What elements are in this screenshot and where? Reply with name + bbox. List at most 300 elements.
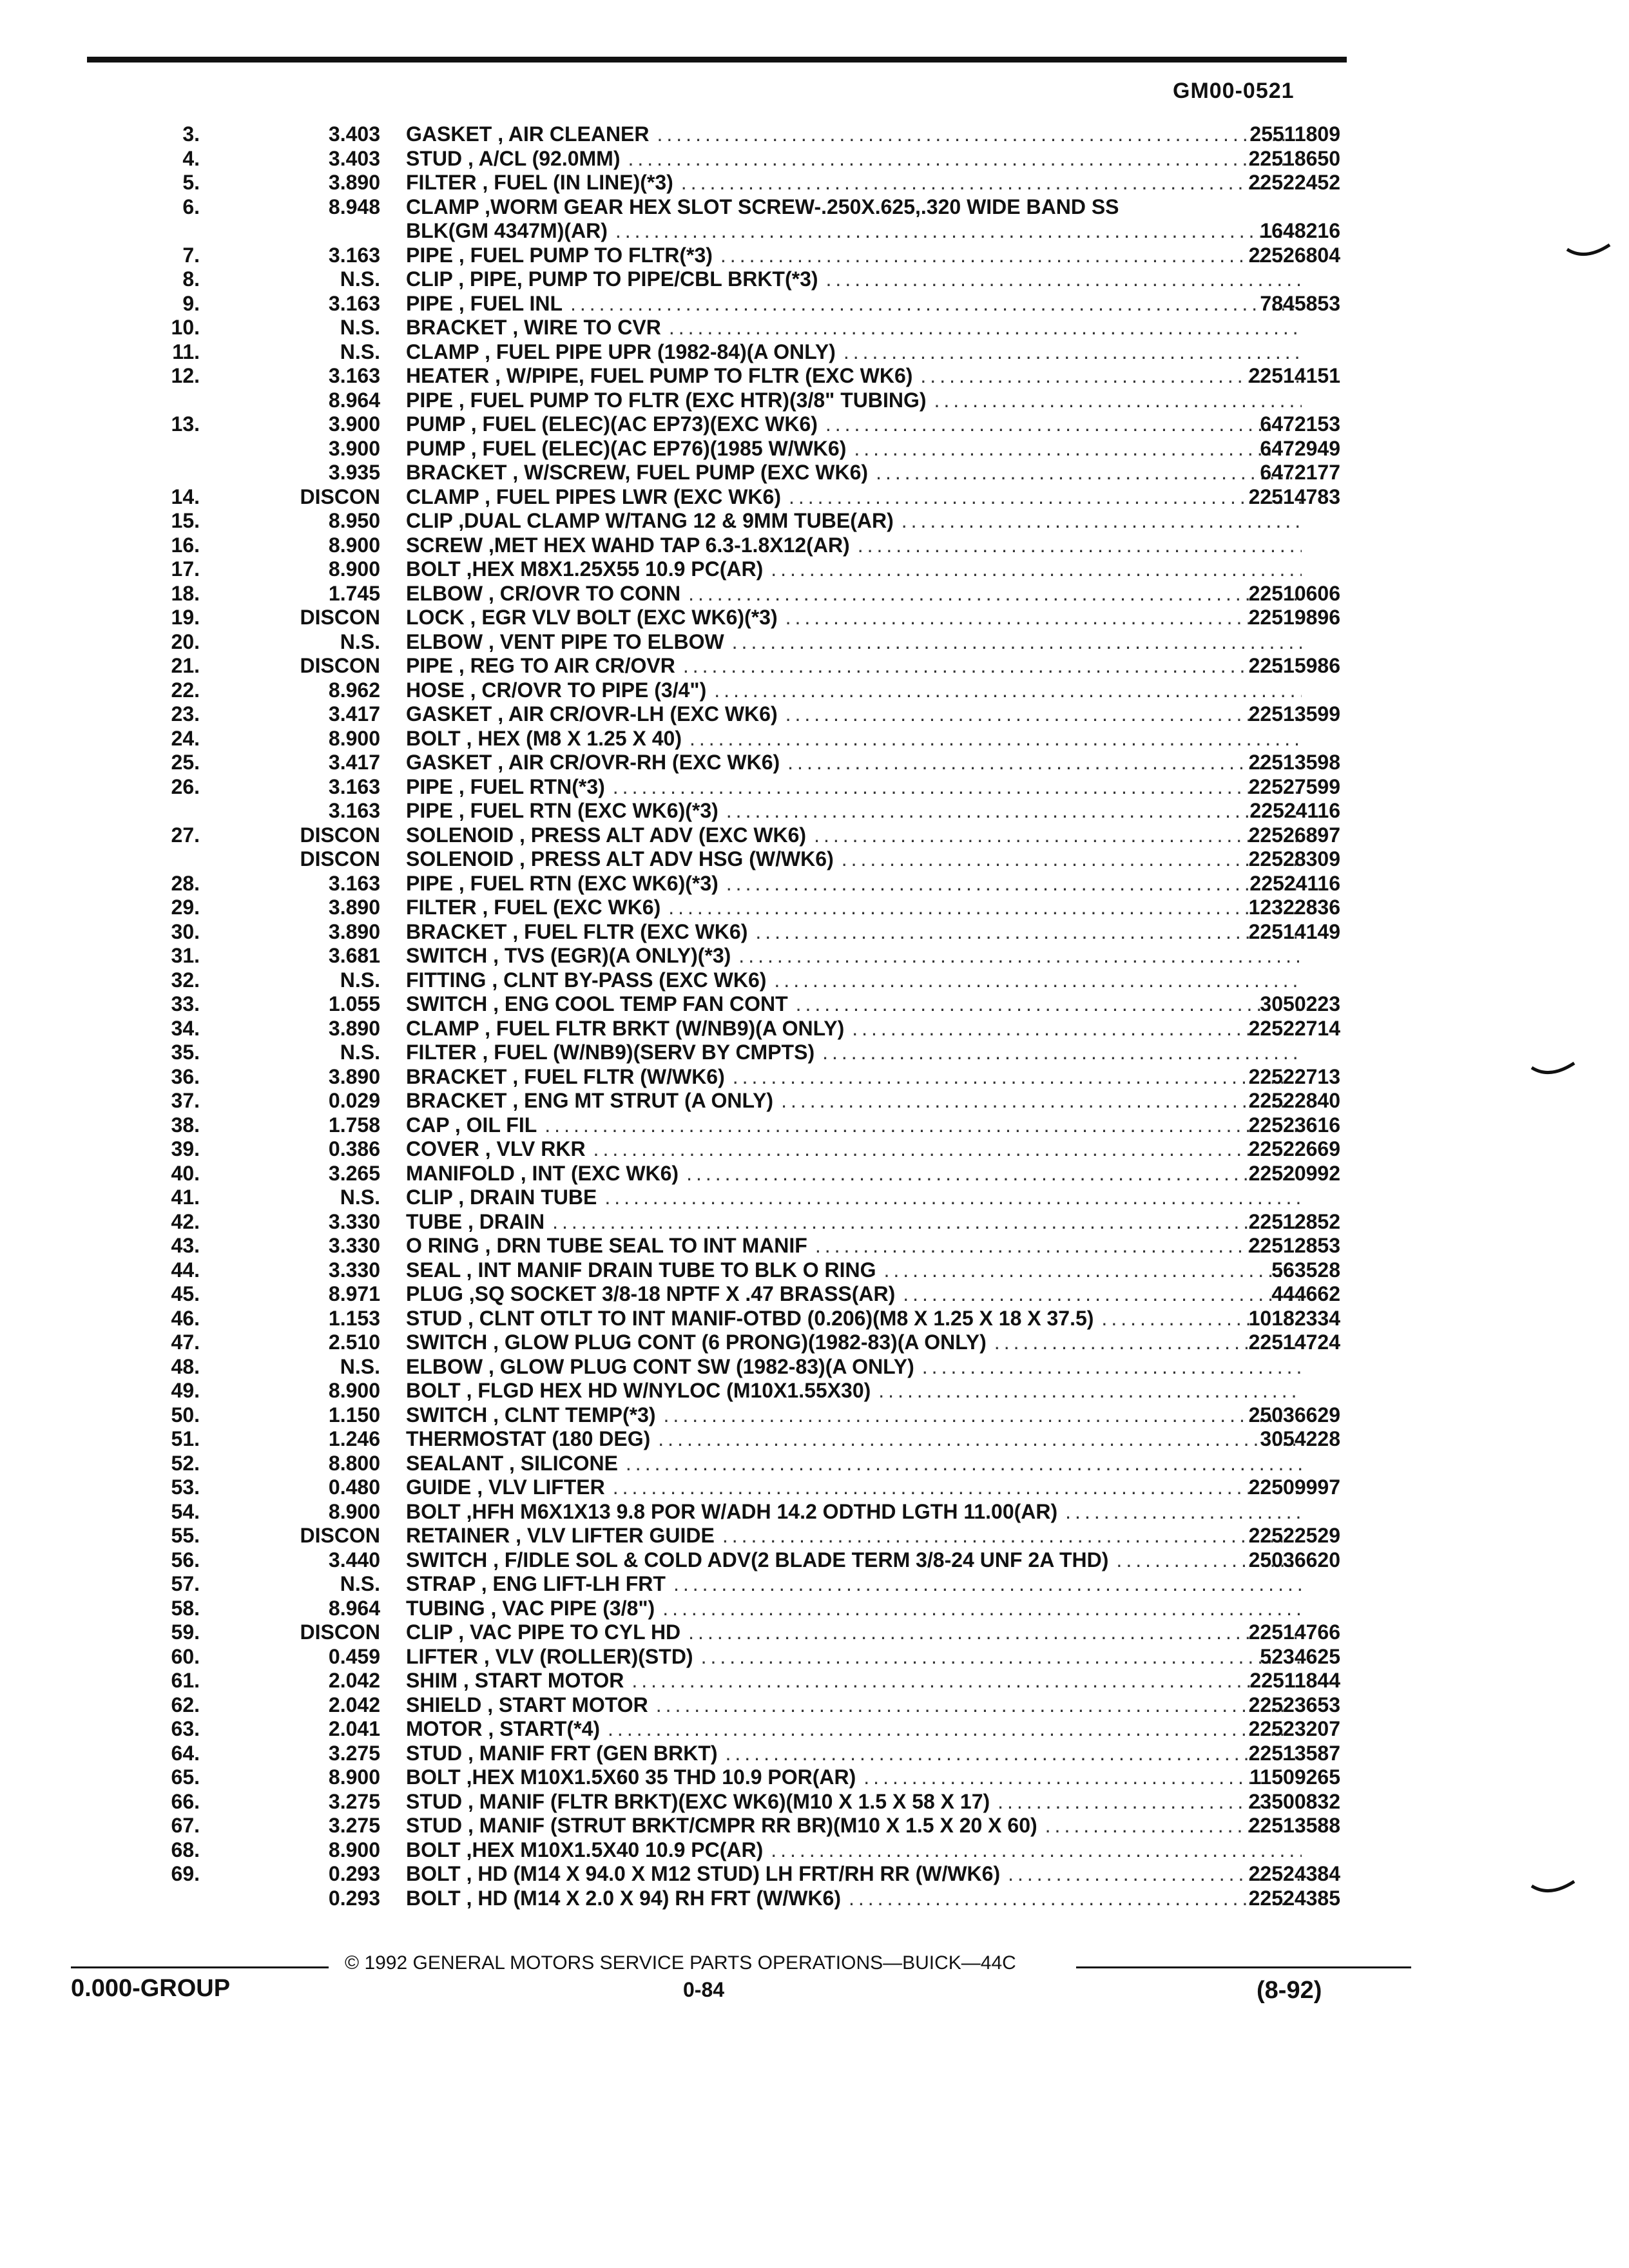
part-description: [406, 412, 1302, 437]
group-number: N.S.: [340, 340, 380, 363]
description-text: TUBE , DRAIN: [406, 1209, 545, 1233]
description-text: GASKET , AIR CR/OVR-RH (EXC WK6): [406, 751, 780, 774]
item-number: 66.: [171, 1789, 200, 1813]
item-number: 58.: [171, 1596, 200, 1620]
part-row: [103, 1282, 1340, 1307]
part-row: [103, 1814, 1340, 1838]
part-description: [406, 944, 1302, 968]
item-number: 13.: [171, 412, 200, 436]
group-number: 2.041: [328, 1717, 380, 1740]
item-number: 22.: [171, 678, 200, 702]
part-description: [406, 751, 1302, 775]
part-number: 22515986: [1248, 654, 1340, 677]
item-number: 17.: [171, 557, 200, 581]
description-text: PIPE , FUEL RTN(*3): [406, 774, 605, 798]
leader-dots: [738, 944, 1302, 968]
group-number: 8.900: [328, 533, 380, 557]
part-description: [406, 533, 1302, 558]
part-number: 22522452: [1248, 171, 1340, 194]
part-number: 22524384: [1248, 1862, 1340, 1885]
part-description: [406, 847, 1302, 872]
part-row: [103, 292, 1340, 316]
part-description: [406, 1403, 1302, 1428]
item-number: 55.: [171, 1524, 200, 1547]
description-text: THERMOSTAT (180 DEG): [406, 1427, 651, 1450]
description-text: BOLT ,HEX M8X1.25X55 10.9 PC(AR): [406, 557, 764, 581]
part-description: [406, 1258, 1302, 1283]
leader-dots: [1065, 1500, 1302, 1524]
part-description: [406, 171, 1302, 195]
part-number: 22524116: [1249, 871, 1340, 895]
item-number: 26.: [171, 774, 200, 798]
leader-dots: [826, 267, 1302, 292]
part-description: [406, 1717, 1302, 1742]
group-number: 3.330: [328, 1234, 380, 1257]
part-number: 22513587: [1248, 1741, 1340, 1765]
part-number: 22514783: [1248, 485, 1340, 508]
group-number: 3.417: [328, 751, 380, 774]
description-text: PUMP , FUEL (ELEC)(AC EP73)(EXC WK6): [406, 412, 818, 436]
part-number: 22522840: [1248, 1089, 1340, 1112]
description-text: SEAL , INT MANIF DRAIN TUBE TO BLK O RING: [406, 1258, 876, 1282]
description-text: BRACKET , FUEL FLTR (EXC WK6): [406, 919, 748, 943]
group-number: 8.900: [328, 726, 380, 750]
item-number: 19.: [171, 606, 200, 629]
group-number: 8.900: [328, 1838, 380, 1861]
group-number: DISCON: [300, 485, 380, 508]
part-row: [103, 364, 1340, 389]
part-description: [406, 968, 1302, 993]
item-number: 67.: [171, 1814, 200, 1837]
page-footer: [71, 1946, 1347, 2017]
description-text: FILTER , FUEL (W/NB9)(SERV BY CMPTS): [406, 1041, 815, 1064]
item-number: 47.: [171, 1331, 200, 1354]
group-number: 8.964: [328, 388, 380, 412]
part-row: [103, 1717, 1340, 1742]
description-text: SHIELD , START MOTOR: [406, 1693, 648, 1716]
description-text: CLIP , PIPE, PUMP TO PIPE/CBL BRKT(*3): [406, 267, 818, 291]
part-row: [103, 533, 1340, 558]
part-row: [103, 267, 1340, 292]
item-number: 8.: [182, 267, 200, 291]
part-row: [103, 195, 1340, 244]
description-text: STUD , A/CL (92.0MM): [406, 146, 621, 170]
leader-dots: [901, 509, 1302, 533]
part-description: [406, 654, 1302, 678]
item-number: 42.: [171, 1209, 200, 1233]
part-row: [103, 1838, 1340, 1863]
part-number: 22514724: [1248, 1331, 1340, 1354]
item-number: 9.: [182, 291, 200, 315]
part-description: [406, 1379, 1302, 1403]
part-description: [406, 1307, 1302, 1331]
group-number: 8.900: [328, 1765, 380, 1789]
group-number: 0.480: [328, 1475, 380, 1499]
description-text: PIPE , FUEL RTN (EXC WK6)(*3): [406, 799, 718, 822]
part-row: [103, 968, 1340, 993]
group-number: 3.163: [328, 871, 380, 895]
part-description: [406, 1137, 1302, 1162]
item-number: 63.: [171, 1717, 200, 1740]
part-number: 22512853: [1248, 1234, 1340, 1257]
item-number: 10.: [171, 316, 200, 339]
leader-dots: [878, 1379, 1302, 1403]
item-number: 69.: [171, 1862, 200, 1885]
part-description: [406, 340, 1302, 365]
part-description: [406, 1427, 1302, 1452]
description-text: CLIP , DRAIN TUBE: [406, 1186, 597, 1209]
part-number: 22514151: [1248, 364, 1340, 387]
group-number: 3.403: [328, 146, 380, 170]
description-text: STRAP , ENG LIFT-LH FRT: [406, 1572, 666, 1595]
leader-dots: [732, 630, 1302, 655]
parts-list: [103, 122, 1340, 1910]
part-number: 22510606: [1248, 581, 1340, 605]
item-number: 34.: [171, 1016, 200, 1040]
group-number: N.S.: [340, 1354, 380, 1378]
group-number: 3.163: [328, 364, 380, 387]
group-number: 3.681: [328, 944, 380, 967]
item-number: 43.: [171, 1234, 200, 1257]
group-number: 3.890: [328, 919, 380, 943]
part-description: [406, 1186, 1302, 1210]
description-text: BRACKET , WIRE TO CVR: [406, 316, 661, 339]
part-number: 22524116: [1249, 799, 1340, 822]
part-description: [406, 1838, 1302, 1863]
item-number: 16.: [171, 533, 200, 557]
item-number: 3.: [182, 122, 200, 146]
description-text: CLAMP , FUEL FLTR BRKT (W/NB9)(A ONLY): [406, 1016, 845, 1040]
part-number: 6472177: [1260, 461, 1340, 484]
description-text: HOSE , CR/OVR TO PIPE (3/4"): [406, 678, 707, 702]
part-number: 22520992: [1248, 1161, 1340, 1185]
description-text: BRACKET , FUEL FLTR (W/WK6): [406, 1064, 725, 1088]
part-number: 3054228: [1260, 1427, 1340, 1450]
group-number: 3.440: [328, 1548, 380, 1571]
part-number: 22522529: [1248, 1524, 1340, 1547]
group-number: DISCON: [300, 606, 380, 629]
description-text: MOTOR , START(*4): [406, 1717, 601, 1740]
leader-dots: [626, 1452, 1302, 1476]
part-description: [406, 702, 1302, 727]
item-number: 52.: [171, 1451, 200, 1475]
description-text: STUD , MANIF FRT (GEN BRKT): [406, 1741, 718, 1765]
group-number: 8.900: [328, 557, 380, 581]
part-number: 22522713: [1248, 1064, 1340, 1088]
footer-rule: [1076, 1966, 1411, 1968]
item-number: 29.: [171, 896, 200, 919]
part-row: [103, 1572, 1340, 1597]
part-row: [103, 461, 1340, 485]
leader-dots: [922, 1355, 1302, 1379]
part-number: 22519896: [1248, 606, 1340, 629]
part-number: 25036620: [1248, 1548, 1340, 1571]
group-number: N.S.: [340, 1041, 380, 1064]
part-description: [406, 195, 1302, 244]
description-text: CLIP , VAC PIPE TO CYL HD: [406, 1620, 681, 1644]
part-description: [406, 606, 1302, 630]
leader-dots: [858, 533, 1302, 558]
item-number: 23.: [171, 702, 200, 726]
group-number: N.S.: [340, 1572, 380, 1595]
part-description: [406, 1572, 1302, 1597]
group-number: 3.935: [328, 461, 380, 484]
part-row: [103, 509, 1340, 533]
description-text: BOLT , FLGD HEX HD W/NYLOC (M10X1.55X30): [406, 1379, 871, 1402]
part-description: [406, 1597, 1302, 1621]
group-number: 3.890: [328, 1016, 380, 1040]
leader-dots: [669, 316, 1302, 340]
part-row: [103, 1041, 1340, 1065]
part-description: [406, 557, 1302, 582]
leader-dots: [604, 1186, 1302, 1210]
description-text: FITTING , CLNT BY-PASS (EXC WK6): [406, 968, 767, 992]
part-number: 22511844: [1249, 1669, 1340, 1692]
group-number: 1.055: [328, 992, 380, 1015]
item-number: 33.: [171, 992, 200, 1015]
part-number: 12322836: [1248, 896, 1340, 919]
group-number: 1.246: [328, 1427, 380, 1450]
description-text: MANIFOLD , INT (EXC WK6): [406, 1161, 679, 1185]
part-row: [103, 920, 1340, 945]
part-description: [406, 872, 1302, 896]
group-number: 3.890: [328, 896, 380, 919]
part-description: [406, 461, 1302, 485]
leader-dots: [545, 1113, 1302, 1138]
part-description: [406, 630, 1302, 655]
part-number: 23500832: [1248, 1789, 1340, 1813]
part-row: [103, 1765, 1340, 1790]
part-description: [406, 485, 1302, 510]
part-row: [103, 340, 1340, 365]
revision-date: (8-92): [1257, 1977, 1322, 2004]
part-number: 5234625: [1260, 1644, 1340, 1668]
copyright-notice: © 1992 GENERAL MOTORS SERVICE PARTS OPERATIONS—BUICK—44C: [345, 1952, 1016, 1974]
group-label: 0.000-GROUP: [71, 1975, 231, 2002]
part-row: [103, 1790, 1340, 1814]
part-number: 22514149: [1248, 919, 1340, 943]
description-text: SWITCH , TVS (EGR)(A ONLY)(*3): [406, 944, 731, 967]
part-description: [406, 122, 1302, 147]
leader-dots: [673, 1572, 1302, 1597]
group-number: 3.275: [328, 1741, 380, 1765]
part-description: [406, 1765, 1302, 1790]
part-row: [103, 389, 1340, 413]
description-text: CLAMP ,WORM GEAR HEX SLOT SCREW-.250X.625,.320 WIDE BAND SS: [406, 195, 1119, 218]
part-number: 6472153: [1260, 412, 1340, 436]
part-description: [406, 1548, 1302, 1573]
part-number: 6472949: [1260, 436, 1340, 460]
part-description: [406, 389, 1302, 413]
description-text: BOLT , HEX (M8 X 1.25 X 40): [406, 726, 682, 750]
description-text: PLUG ,SQ SOCKET 3/8-18 NPTF X .47 BRASS(AR): [406, 1282, 896, 1305]
description-text: STUD , MANIF (STRUT BRKT/CMPR RR BR)(M10 X 1.5 X 20 X 60): [406, 1814, 1037, 1837]
group-number: 8.900: [328, 1379, 380, 1402]
part-number: 22523653: [1248, 1693, 1340, 1716]
part-row: [103, 992, 1340, 1017]
description-text: CLAMP , FUEL PIPES LWR (EXC WK6): [406, 485, 781, 508]
description-text: SWITCH , GLOW PLUG CONT (6 PRONG)(1982-83)(A ONLY): [406, 1331, 987, 1354]
description-text: PIPE , FUEL PUMP TO FLTR (EXC HTR)(3/8" TUBING): [406, 388, 927, 412]
part-number: 22523616: [1248, 1113, 1340, 1137]
group-number: 2.042: [328, 1693, 380, 1716]
description-text: FILTER , FUEL (EXC WK6): [406, 896, 661, 919]
part-description: [406, 823, 1302, 848]
group-number: 3.890: [328, 1064, 380, 1088]
group-number: 1.758: [328, 1113, 380, 1137]
group-number: 0.293: [328, 1862, 380, 1885]
part-description: [406, 1742, 1302, 1766]
description-text: SOLENOID , PRESS ALT ADV HSG (W/WK6): [406, 847, 834, 870]
part-row: [103, 1862, 1340, 1887]
description-text: O RING , DRN TUBE SEAL TO INT MANIF: [406, 1234, 807, 1257]
part-number: 22513588: [1248, 1814, 1340, 1837]
part-row: [103, 1693, 1340, 1718]
margin-mark: [1566, 242, 1611, 261]
part-row: [103, 1065, 1340, 1090]
part-row: [103, 1645, 1340, 1669]
description-text: FILTER , FUEL (IN LINE)(*3): [406, 171, 673, 194]
part-description: [406, 896, 1302, 920]
part-row: [103, 1210, 1340, 1235]
group-number: 1.150: [328, 1403, 380, 1427]
group-number: DISCON: [300, 1620, 380, 1644]
group-number: N.S.: [340, 629, 380, 653]
item-number: 5.: [182, 171, 200, 194]
description-text: PIPE , FUEL PUMP TO FLTR(*3): [406, 243, 713, 267]
description-text: SEALANT , SILICONE: [406, 1451, 618, 1475]
leader-dots: [771, 557, 1302, 582]
item-number: 46.: [171, 1306, 200, 1330]
part-row: [103, 1331, 1340, 1355]
part-description: [406, 1162, 1302, 1186]
group-number: 3.900: [328, 436, 380, 460]
part-row: [103, 1403, 1340, 1428]
group-number: 8.962: [328, 678, 380, 702]
group-number: 3.265: [328, 1161, 380, 1185]
group-number: 3.163: [328, 291, 380, 315]
item-number: 28.: [171, 871, 200, 895]
item-number: 12.: [171, 364, 200, 387]
item-number: 30.: [171, 919, 200, 943]
part-number: 3050223: [1260, 992, 1340, 1015]
description-text: BLK(GM 4347M)(AR): [406, 219, 608, 242]
item-number: 65.: [171, 1765, 200, 1789]
group-number: N.S.: [340, 316, 380, 339]
description-text: HEATER , W/PIPE, FUEL PUMP TO FLTR (EXC WK6): [406, 364, 913, 387]
item-number: 56.: [171, 1548, 200, 1571]
part-description: [406, 1862, 1302, 1887]
item-number: 44.: [171, 1258, 200, 1282]
part-description: [406, 1113, 1302, 1138]
page-number: 0-84: [683, 1978, 725, 2001]
part-row: [103, 1452, 1340, 1476]
part-description: [406, 1475, 1302, 1500]
part-row: [103, 1620, 1340, 1645]
part-number: 22526804: [1248, 243, 1340, 267]
item-number: 7.: [182, 243, 200, 267]
group-number: 3.163: [328, 774, 380, 798]
part-row: [103, 316, 1340, 340]
group-number: 3.417: [328, 702, 380, 726]
item-number: 45.: [171, 1282, 200, 1305]
margin-mark: [1530, 1060, 1576, 1079]
part-row: [103, 485, 1340, 510]
leader-dots: [774, 968, 1302, 993]
item-number: 27.: [171, 823, 200, 847]
group-number: 8.900: [328, 1499, 380, 1523]
item-number: 50.: [171, 1403, 200, 1427]
description-text: ELBOW , GLOW PLUG CONT SW (1982-83)(A ONLY): [406, 1354, 914, 1378]
item-number: 51.: [171, 1427, 200, 1450]
part-description: [406, 1669, 1302, 1693]
part-description: [406, 1524, 1302, 1548]
part-description: [406, 1620, 1302, 1645]
part-description: [406, 509, 1302, 533]
part-description: [406, 1041, 1302, 1065]
item-number: 64.: [171, 1741, 200, 1765]
top-rule: [87, 57, 1347, 62]
description-text: BOLT , HD (M14 X 94.0 X M12 STUD) LH FRT/RH RR (W/WK6): [406, 1862, 1001, 1885]
item-number: 6.: [182, 195, 200, 218]
part-description: [406, 1500, 1302, 1524]
description-text: CLAMP , FUEL PIPE UPR (1982-84)(A ONLY): [406, 340, 836, 363]
group-number: 2.042: [328, 1669, 380, 1692]
part-row: [103, 630, 1340, 655]
part-description: [406, 1355, 1302, 1379]
group-number: DISCON: [300, 847, 380, 870]
description-text: PIPE , FUEL INL: [406, 291, 563, 315]
group-number: 3.330: [328, 1258, 380, 1282]
item-number: 40.: [171, 1161, 200, 1185]
part-description: [406, 292, 1302, 316]
group-number: DISCON: [300, 1524, 380, 1547]
description-text: RETAINER , VLV LIFTER GUIDE: [406, 1524, 715, 1547]
part-description: [406, 582, 1302, 606]
description-text: GASKET , AIR CLEANER: [406, 122, 650, 146]
part-row: [103, 1234, 1340, 1258]
group-number: 8.800: [328, 1451, 380, 1475]
part-row: [103, 1089, 1340, 1113]
leader-dots: [934, 389, 1302, 413]
part-description: [406, 992, 1302, 1017]
part-row: [103, 1548, 1340, 1573]
part-number: 22514766: [1248, 1620, 1340, 1644]
leader-dots: [714, 678, 1302, 703]
group-number: 0.293: [328, 1886, 380, 1910]
part-description: [406, 244, 1302, 268]
item-number: 59.: [171, 1620, 200, 1644]
part-number: 22523207: [1248, 1717, 1340, 1740]
group-number: 3.275: [328, 1789, 380, 1813]
part-number: 22522669: [1248, 1137, 1340, 1160]
description-text: ELBOW , VENT PIPE TO ELBOW: [406, 629, 724, 653]
part-description: [406, 437, 1302, 461]
description-text: STUD , MANIF (FLTR BRKT)(EXC WK6)(M10 X 1.5 X 58 X 17): [406, 1789, 990, 1813]
part-description: [406, 1452, 1302, 1476]
part-description: [406, 147, 1302, 171]
part-number: 7845853: [1260, 291, 1340, 315]
part-row: [103, 799, 1340, 823]
group-number: 0.459: [328, 1644, 380, 1668]
part-row: [103, 122, 1340, 147]
part-description: [406, 316, 1302, 340]
part-description: [406, 678, 1302, 703]
part-row: [103, 606, 1340, 630]
part-description: [406, 1210, 1302, 1235]
description-text: COVER , VLV RKR: [406, 1137, 586, 1160]
group-number: N.S.: [340, 968, 380, 992]
